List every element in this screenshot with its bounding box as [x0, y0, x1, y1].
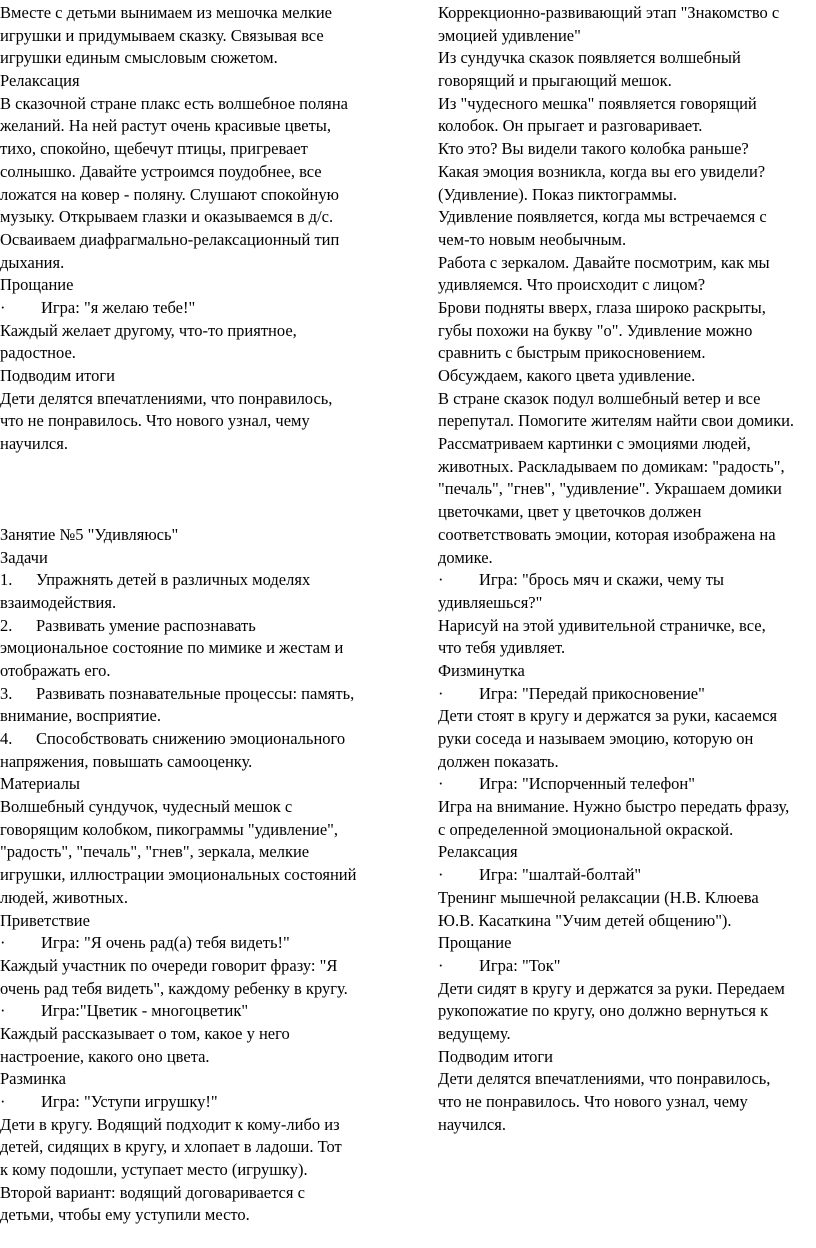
- text-line: перепутал. Помогите жителям найти свои домики.: [438, 411, 795, 431]
- text-line: эмоциональное состояние по мимике и жестам и: [0, 638, 344, 658]
- text-line: Физминутка: [438, 660, 525, 680]
- text-line: Релаксация: [438, 842, 518, 862]
- text-line: что не понравилось. Что нового узнал, чему: [0, 411, 310, 431]
- text-line: Задачи: [0, 547, 48, 567]
- text-line: цветочками, цвет у цветочков должен: [438, 502, 702, 522]
- text-line: колобок. Он прыгает и разговаривает.: [438, 116, 703, 136]
- text-line: Каждый желает другому, что-то приятное,: [0, 320, 297, 340]
- text-line: что тебя удивляет.: [438, 638, 566, 658]
- blank-line: [0, 478, 400, 501]
- numbered-item: [0, 728, 400, 751]
- bullet-item: [438, 569, 816, 592]
- item-number: 1.: [0, 570, 13, 590]
- text-line: руки соседа и называем эмоцию, которую он: [438, 729, 754, 748]
- text-line: губы похожи на букву "о". Удивление можно: [438, 320, 753, 340]
- text-line: Каждый участник по очереди говорит фразу: "Я: [0, 955, 338, 975]
- text-line: В стране сказок подул волшебный ветер и все: [438, 388, 761, 408]
- text-line: сравнить с быстрым прикосновением.: [438, 343, 706, 363]
- item-number: 3.: [0, 683, 13, 703]
- numbered-item: [0, 683, 400, 706]
- text-line: Дети в кругу. Водящий подходит к кому-либо из: [0, 1114, 340, 1134]
- bullet-item: [0, 297, 400, 320]
- item-text: Упражнять детей в различных моделях: [36, 570, 311, 590]
- bullet-marker: ·: [0, 933, 6, 953]
- text-line: Каждый рассказывает о том, какое у него: [0, 1023, 290, 1043]
- text-line: домике.: [438, 547, 493, 567]
- text-line: В сказочной стране плакс есть волшебное поляна: [0, 93, 349, 113]
- text-line: Подводим итоги: [438, 1046, 554, 1066]
- text-line: ложатся на ковер - поляну. Слушают спокойную: [0, 184, 339, 204]
- text-line: к кому подошли, уступает место (игрушку).: [0, 1160, 308, 1180]
- bullet-text: Игра:"Цветик - многоцветик": [41, 1001, 249, 1021]
- item-text: Развивать умение распознавать: [36, 615, 256, 635]
- text-line: научился.: [0, 434, 68, 454]
- text-line: настроение, какого оно цвета.: [0, 1046, 210, 1066]
- text-line: Второй вариант: водящий договаривается с: [0, 1182, 305, 1202]
- text-line: очень рад тебя видеть", каждому ребенку в кругу.: [0, 978, 348, 998]
- text-line: животных. Раскладываем по домикам: "радость",: [438, 456, 785, 476]
- text-line: детьми, чтобы ему уступили место.: [0, 1205, 250, 1225]
- bullet-text: Игра: "брось мяч и скажи, чему ты: [479, 570, 725, 590]
- text-line: с определенной эмоциональной окраской.: [438, 819, 734, 839]
- text-line: что не понравилось. Что нового узнал, чему: [438, 1092, 748, 1111]
- text-line: рукопожатие по кругу, оно должно вернуться к: [438, 1001, 769, 1021]
- bullet-marker: ·: [0, 1092, 6, 1111]
- bullet-marker: ·: [438, 955, 444, 975]
- text-line: Тренинг мышечной релаксации (Н.В. Клюева: [438, 887, 759, 907]
- blank-line: [0, 501, 400, 524]
- text-line: игрушки и придумываем сказку. Связывая все: [0, 25, 324, 45]
- text-line: Коррекционно-развивающий этап "Знакомство с: [438, 3, 780, 22]
- text-line: детей, сидящих в кругу, и хлопает в ладоши. Тот: [0, 1137, 342, 1157]
- text-line: соответствовать эмоции, которая изображена на: [438, 524, 776, 544]
- text-line: Дети делятся впечатлениями, что понравилось,: [438, 1069, 771, 1089]
- text-line: Прощание: [438, 933, 512, 953]
- bullet-text: Игра: "шалтай-болтай": [479, 865, 642, 885]
- bullet-marker: ·: [438, 570, 444, 590]
- text-line: Материалы: [0, 774, 80, 794]
- text-line: игрушки единым смысловым сюжетом.: [0, 48, 278, 68]
- bullet-text: Игра: "Ток": [479, 955, 561, 975]
- text-line: Какая эмоция возникла, когда вы его увидели?: [438, 161, 766, 181]
- bullet-text: Игра: "Уступи игрушку!": [41, 1092, 218, 1111]
- text-line: должен показать.: [438, 751, 559, 771]
- bullet-marker: ·: [438, 683, 444, 703]
- bullet-item: [438, 773, 816, 796]
- bullet-item: [438, 955, 816, 978]
- bullet-text: Игра: "Передай прикосновение": [479, 683, 705, 703]
- bullet-marker: ·: [0, 297, 6, 317]
- text-line: людей, животных.: [0, 887, 128, 907]
- text-line: Обсуждаем, какого цвета удивление.: [438, 366, 696, 385]
- text-line: Прощание: [0, 275, 74, 295]
- item-text: Способствовать снижению эмоционального: [36, 729, 346, 748]
- text-line: Дети стоят в кругу и держатся за руки, касаемся: [438, 706, 778, 726]
- text-line: "печаль", "гнев", "удивление". Украшаем домики: [438, 479, 782, 499]
- text-line: музыку. Открываем глазки и оказываемся в д/с.: [0, 207, 334, 227]
- text-line: говорящий и прыгающий мешок.: [438, 71, 672, 91]
- item-number: 2.: [0, 615, 13, 635]
- text-line: (Удивление). Показ пиктограммы.: [438, 184, 677, 204]
- text-line: радостное.: [0, 343, 76, 363]
- text-line: Дети делятся впечатлениями, что понравилось,: [0, 388, 333, 408]
- bullet-marker: ·: [0, 1001, 6, 1021]
- item-text: Развивать познавательные процессы: память,: [36, 683, 355, 703]
- bullet-text: Игра: "Испорченный телефон": [479, 774, 695, 794]
- text-line: Дети сидят в кругу и держатся за руки. Передаем: [438, 978, 785, 998]
- text-line: Нарисуй на этой удивительной страничке, все,: [438, 615, 766, 635]
- text-line: Из сундучка сказок появляется волшебный: [438, 48, 741, 68]
- text-line: научился.: [438, 1114, 506, 1134]
- text-line: удивляешься?": [438, 592, 543, 612]
- bullet-marker: ·: [438, 865, 444, 885]
- right-column: [438, 2, 816, 1136]
- text-line: Ю.В. Касаткина "Учим детей общению").: [438, 910, 732, 930]
- text-line: отображать его.: [0, 660, 111, 680]
- text-line: дыхания.: [0, 252, 65, 272]
- bullet-marker: ·: [438, 774, 444, 794]
- text-line: Удивление появляется, когда мы встречаемся с: [438, 207, 767, 227]
- text-line: Из "чудесного мешка" появляется говорящий: [438, 93, 757, 113]
- text-line: говорящим колобком, пикограммы "удивление",: [0, 819, 339, 839]
- text-line: "радость", "печаль", "гнев", зеркала, мелкие: [0, 842, 310, 862]
- text-line: Вместе с детьми вынимаем из мешочка мелкие: [0, 3, 332, 22]
- text-line: Релаксация: [0, 71, 80, 91]
- item-number: 4.: [0, 729, 13, 748]
- text-line: Рассматриваем картинки с эмоциями людей,: [438, 434, 751, 454]
- numbered-item: [0, 615, 400, 638]
- bullet-item: [0, 932, 400, 955]
- text-line: желаний. На ней растут очень красивые цветы,: [0, 116, 332, 136]
- text-line: игрушки, иллюстрации эмоциональных состояний: [0, 865, 357, 885]
- bullet-text: Игра: "я желаю тебе!": [41, 297, 196, 317]
- text-line: Подводим итоги: [0, 366, 116, 385]
- blank-line: [0, 456, 400, 479]
- text-line: Кто это? Вы видели такого колобка раньше?: [438, 139, 749, 159]
- text-line: Игра на внимание. Нужно быстро передать фразу,: [438, 797, 790, 817]
- text-line: ведущему.: [438, 1023, 511, 1043]
- text-line: Брови подняты вверх, глаза широко раскрыты,: [438, 297, 766, 317]
- text-line: Волшебный сундучок, чудесный мешок с: [0, 797, 293, 817]
- text-line: Разминка: [0, 1069, 66, 1089]
- text-line: внимание, восприятие.: [0, 706, 161, 726]
- text-line: Осваиваем диафрагмально-релаксационный тип: [0, 229, 340, 249]
- bullet-item: [438, 864, 816, 887]
- text-line: Работа с зеркалом. Давайте посмотрим, как мы: [438, 252, 770, 272]
- bullet-text: Игра: "Я очень рад(а) тебя видеть!": [41, 933, 290, 953]
- text-line: удивляемся. Что происходит с лицом?: [438, 275, 706, 295]
- text-line: тихо, спокойно, щебечут птицы, пригревает: [0, 139, 308, 159]
- text-line: чем-то новым необычным.: [438, 229, 627, 249]
- text-line: солнышко. Давайте устроимся поудобнее, все: [0, 161, 322, 181]
- text-line: эмоцией удивление": [438, 25, 581, 45]
- bullet-item: [0, 1091, 400, 1114]
- text-line: напряжения, повышать самооценку.: [0, 751, 253, 771]
- bullet-item: [0, 1000, 400, 1023]
- text-line: Приветствие: [0, 910, 90, 930]
- text-line: взаимодействия.: [0, 592, 117, 612]
- numbered-item: [0, 569, 400, 592]
- left-column: [0, 2, 400, 1227]
- text-line: Занятие №5 "Удивляюсь": [0, 524, 179, 544]
- bullet-item: [438, 683, 816, 706]
